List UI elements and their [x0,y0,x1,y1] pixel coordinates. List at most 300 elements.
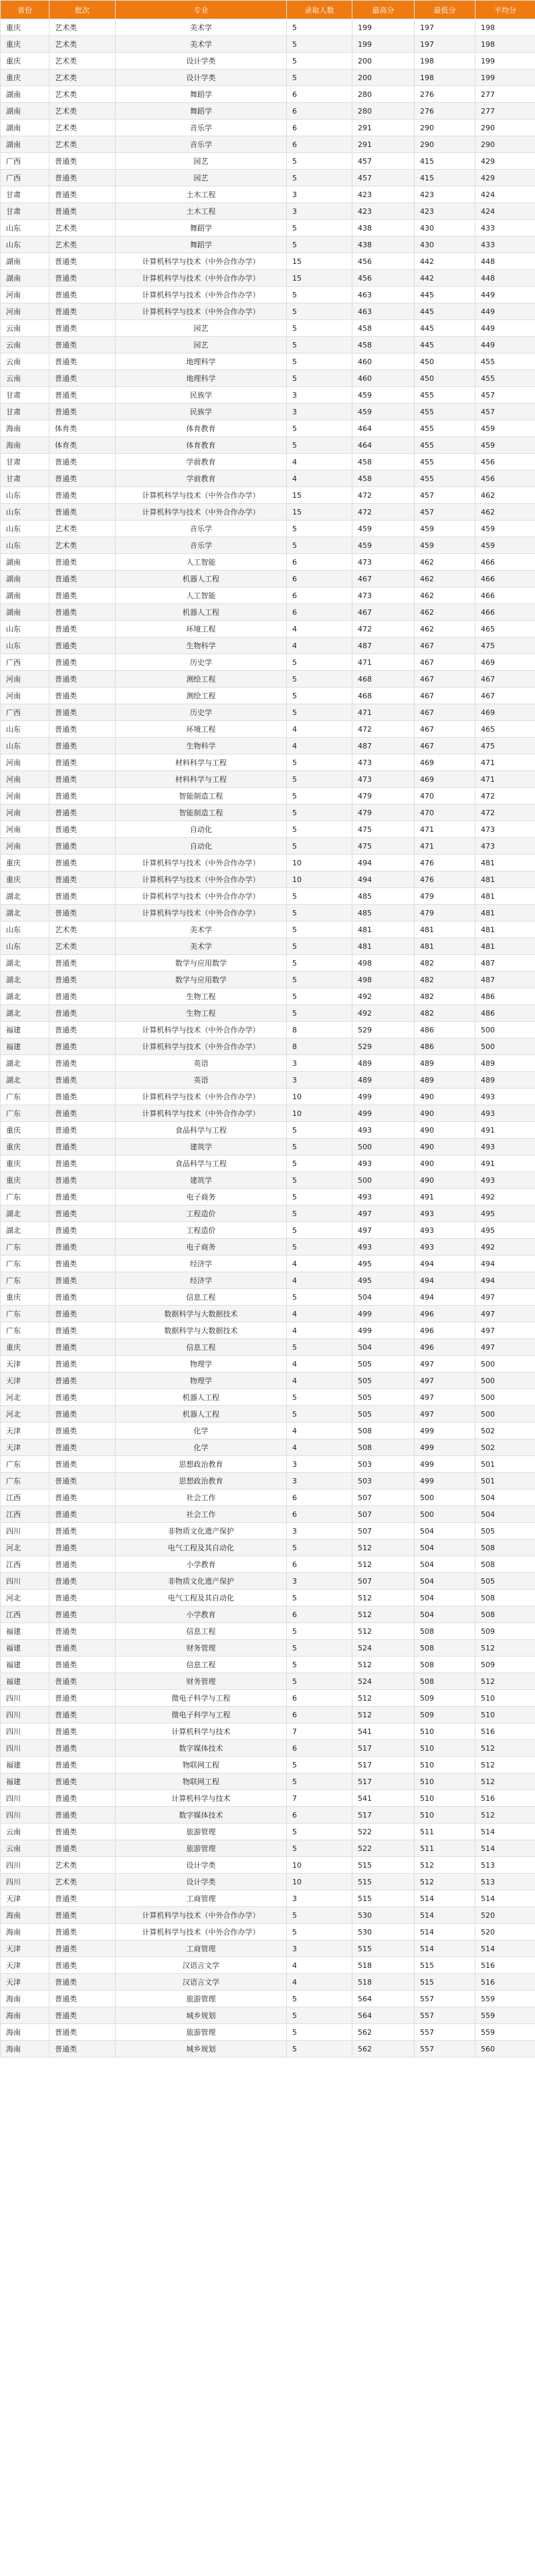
average-score-cell: 559 [475,2007,535,2024]
table-row [1,1222,535,1239]
batch-cell: 普通类 [49,1924,116,1941]
enrolled-count-cell: 3 [287,1456,352,1473]
enrolled-count-cell: 5 [287,1339,352,1356]
header-average-score: 平均分 [475,1,535,19]
enrolled-count-cell: 5 [287,2024,352,2041]
highest-score-cell: 485 [352,905,415,921]
major-cell: 材料科学与工程 [116,771,287,788]
lowest-score-cell: 476 [415,871,475,888]
table-row [1,1907,535,1924]
major-cell: 计算机科学与技术（中外合作办学） [116,287,287,303]
average-score-cell: 455 [475,353,535,370]
lowest-score-cell: 508 [415,1657,475,1673]
table-row [1,487,535,504]
lowest-score-cell: 510 [415,1740,475,1757]
highest-score-cell: 481 [352,921,415,938]
batch-cell: 普通类 [49,871,116,888]
enrolled-count-cell: 4 [287,1356,352,1373]
average-score-cell: 459 [475,521,535,537]
average-score-cell: 429 [475,153,535,170]
highest-score-cell: 500 [352,1139,415,1155]
major-cell: 历史学 [116,654,287,671]
enrolled-count-cell: 10 [287,1089,352,1105]
lowest-score-cell: 476 [415,855,475,871]
table-row [1,1991,535,2007]
average-score-cell: 520 [475,1924,535,1941]
enrolled-count-cell: 4 [287,1373,352,1389]
table-row [1,103,535,120]
enrolled-count-cell: 5 [287,821,352,838]
province-cell: 山东 [1,487,49,504]
batch-cell: 艺术类 [49,103,116,120]
province-cell: 河北 [1,1389,49,1406]
batch-cell: 普通类 [49,738,116,754]
average-score-cell: 456 [475,454,535,470]
province-cell: 江西 [1,1556,49,1573]
batch-cell: 艺术类 [49,86,116,103]
major-cell: 数字媒体技术 [116,1740,287,1757]
highest-score-cell: 493 [352,1122,415,1139]
average-score-cell: 424 [475,203,535,220]
table-row [1,537,535,554]
average-score-cell: 277 [475,86,535,103]
major-cell: 音乐学 [116,136,287,153]
enrolled-count-cell: 4 [287,1439,352,1456]
table-row [1,1055,535,1072]
batch-cell: 普通类 [49,1055,116,1072]
lowest-score-cell: 462 [415,621,475,637]
highest-score-cell: 505 [352,1373,415,1389]
table-row [1,2024,535,2041]
lowest-score-cell: 462 [415,604,475,621]
province-cell: 福建 [1,1038,49,1055]
highest-score-cell: 505 [352,1389,415,1406]
province-cell: 河南 [1,788,49,805]
major-cell: 舞蹈学 [116,86,287,103]
lowest-score-cell: 510 [415,1773,475,1790]
major-cell: 测绘工程 [116,688,287,704]
province-cell: 重庆 [1,36,49,53]
lowest-score-cell: 504 [415,1556,475,1573]
enrolled-count-cell: 5 [287,1239,352,1256]
lowest-score-cell: 497 [415,1406,475,1423]
lowest-score-cell: 415 [415,170,475,186]
enrolled-count-cell: 6 [287,103,352,120]
highest-score-cell: 508 [352,1439,415,1456]
table-row [1,1723,535,1740]
highest-score-cell: 493 [352,1239,415,1256]
header-lowest-score: 最低分 [415,1,475,19]
lowest-score-cell: 490 [415,1089,475,1105]
average-score-cell: 510 [475,1690,535,1707]
province-cell: 甘肃 [1,454,49,470]
major-cell: 旅游管理 [116,2024,287,2041]
batch-cell: 艺术类 [49,1857,116,1874]
enrolled-count-cell: 5 [287,153,352,170]
lowest-score-cell: 470 [415,805,475,821]
batch-cell: 普通类 [49,855,116,871]
lowest-score-cell: 496 [415,1322,475,1339]
average-score-cell: 505 [475,1523,535,1540]
highest-score-cell: 512 [352,1556,415,1573]
enrolled-count-cell: 4 [287,1256,352,1272]
lowest-score-cell: 497 [415,1356,475,1373]
average-score-cell: 497 [475,1306,535,1322]
average-score-cell: 481 [475,855,535,871]
batch-cell: 普通类 [49,1038,116,1055]
lowest-score-cell: 197 [415,19,475,36]
table-row [1,1556,535,1573]
lowest-score-cell: 467 [415,704,475,721]
highest-score-cell: 505 [352,1356,415,1373]
enrolled-count-cell: 8 [287,1022,352,1038]
batch-cell: 普通类 [49,621,116,637]
table-row [1,955,535,972]
province-cell: 广西 [1,704,49,721]
major-cell: 机器人工程 [116,604,287,621]
batch-cell: 普通类 [49,470,116,487]
highest-score-cell: 492 [352,988,415,1005]
lowest-score-cell: 459 [415,537,475,554]
highest-score-cell: 562 [352,2024,415,2041]
average-score-cell: 199 [475,53,535,69]
table-row [1,237,535,253]
major-cell: 学前教育 [116,470,287,487]
table-row [1,1623,535,1640]
province-cell: 山东 [1,721,49,738]
table-row [1,754,535,771]
table-row [1,921,535,938]
average-score-cell: 457 [475,387,535,404]
table-row [1,938,535,955]
batch-cell: 普通类 [49,1473,116,1489]
major-cell: 地理科学 [116,370,287,387]
major-cell: 思想政治教育 [116,1473,287,1489]
average-score-cell: 513 [475,1874,535,1890]
batch-cell: 普通类 [49,1189,116,1205]
table-row [1,1105,535,1122]
average-score-cell: 429 [475,170,535,186]
table-row [1,36,535,53]
lowest-score-cell: 512 [415,1874,475,1890]
enrolled-count-cell: 5 [287,1640,352,1657]
batch-cell: 普通类 [49,1356,116,1373]
batch-cell: 普通类 [49,1991,116,2007]
province-cell: 山东 [1,621,49,637]
table-row [1,1489,535,1506]
enrolled-count-cell: 6 [287,1740,352,1757]
major-cell: 设计学类 [116,1857,287,1874]
lowest-score-cell: 493 [415,1239,475,1256]
province-cell: 山东 [1,220,49,237]
enrolled-count-cell: 4 [287,621,352,637]
major-cell: 化学 [116,1423,287,1439]
enrolled-count-cell: 5 [287,36,352,53]
highest-score-cell: 459 [352,521,415,537]
highest-score-cell: 517 [352,1740,415,1757]
lowest-score-cell: 512 [415,1857,475,1874]
province-cell: 广东 [1,1306,49,1322]
table-row [1,1540,535,1556]
batch-cell: 普通类 [49,1974,116,1991]
lowest-score-cell: 511 [415,1840,475,1857]
province-cell: 海南 [1,420,49,437]
highest-score-cell: 498 [352,972,415,988]
table-row [1,604,535,621]
enrolled-count-cell: 5 [287,838,352,855]
province-cell: 河南 [1,771,49,788]
lowest-score-cell: 467 [415,637,475,654]
batch-cell: 普通类 [49,454,116,470]
average-score-cell: 513 [475,1857,535,1874]
highest-score-cell: 280 [352,103,415,120]
lowest-score-cell: 511 [415,1824,475,1840]
batch-cell: 普通类 [49,287,116,303]
average-score-cell: 449 [475,287,535,303]
highest-score-cell: 471 [352,654,415,671]
lowest-score-cell: 497 [415,1373,475,1389]
table-row [1,621,535,637]
table-row [1,671,535,688]
major-cell: 英语 [116,1055,287,1072]
highest-score-cell: 564 [352,2007,415,2024]
highest-score-cell: 512 [352,1540,415,1556]
batch-cell: 普通类 [49,688,116,704]
batch-cell: 艺术类 [49,19,116,36]
enrolled-count-cell: 5 [287,353,352,370]
average-score-cell: 500 [475,1038,535,1055]
highest-score-cell: 512 [352,1590,415,1606]
province-cell: 江西 [1,1489,49,1506]
table-row [1,1439,535,1456]
enrolled-count-cell: 5 [287,370,352,387]
table-row [1,1590,535,1606]
table-row [1,337,535,353]
average-score-cell: 462 [475,487,535,504]
province-cell: 河南 [1,821,49,838]
average-score-cell: 500 [475,1373,535,1389]
province-cell: 海南 [1,1907,49,1924]
major-cell: 化学 [116,1439,287,1456]
average-score-cell: 493 [475,1139,535,1155]
average-score-cell: 449 [475,320,535,337]
enrolled-count-cell: 5 [287,337,352,353]
enrolled-count-cell: 4 [287,721,352,738]
average-score-cell: 487 [475,972,535,988]
batch-cell: 艺术类 [49,1874,116,1890]
average-score-cell: 512 [475,1757,535,1773]
major-cell: 数据科学与大数据技术 [116,1322,287,1339]
enrolled-count-cell: 3 [287,404,352,420]
batch-cell: 普通类 [49,404,116,420]
enrolled-count-cell: 6 [287,554,352,571]
table-row [1,370,535,387]
province-cell: 天津 [1,1439,49,1456]
province-cell: 广东 [1,1322,49,1339]
batch-cell: 普通类 [49,1155,116,1172]
province-cell: 四川 [1,1573,49,1590]
average-score-cell: 500 [475,1356,535,1373]
table-row [1,2041,535,2057]
lowest-score-cell: 467 [415,721,475,738]
major-cell: 社会工作 [116,1506,287,1523]
batch-cell: 艺术类 [49,938,116,955]
table-row [1,1740,535,1757]
average-score-cell: 500 [475,1406,535,1423]
table-row [1,186,535,203]
province-cell: 甘肃 [1,186,49,203]
lowest-score-cell: 500 [415,1506,475,1523]
table-row [1,1807,535,1824]
province-cell: 天津 [1,1890,49,1907]
average-score-cell: 465 [475,721,535,738]
lowest-score-cell: 415 [415,153,475,170]
major-cell: 英语 [116,1072,287,1089]
batch-cell: 普通类 [49,704,116,721]
enrolled-count-cell: 5 [287,237,352,253]
major-cell: 生物科学 [116,637,287,654]
average-score-cell: 473 [475,821,535,838]
enrolled-count-cell: 5 [287,1673,352,1690]
highest-score-cell: 485 [352,888,415,905]
highest-score-cell: 497 [352,1222,415,1239]
lowest-score-cell: 290 [415,120,475,136]
enrolled-count-cell: 3 [287,1573,352,1590]
batch-cell: 普通类 [49,1556,116,1573]
lowest-score-cell: 442 [415,253,475,270]
province-cell: 天津 [1,1974,49,1991]
major-cell: 人工智能 [116,587,287,604]
batch-cell: 艺术类 [49,53,116,69]
average-score-cell: 459 [475,537,535,554]
province-cell: 四川 [1,1523,49,1540]
enrolled-count-cell: 5 [287,1155,352,1172]
lowest-score-cell: 198 [415,69,475,86]
major-cell: 物理学 [116,1356,287,1373]
lowest-score-cell: 467 [415,738,475,754]
average-score-cell: 512 [475,1673,535,1690]
province-cell: 重庆 [1,1122,49,1139]
enrolled-count-cell: 6 [287,136,352,153]
highest-score-cell: 499 [352,1322,415,1339]
batch-cell: 普通类 [49,320,116,337]
lowest-score-cell: 457 [415,504,475,521]
lowest-score-cell: 445 [415,337,475,353]
average-score-cell: 489 [475,1072,535,1089]
average-score-cell: 472 [475,788,535,805]
lowest-score-cell: 276 [415,86,475,103]
lowest-score-cell: 510 [415,1790,475,1807]
province-cell: 河南 [1,688,49,704]
major-cell: 智能制造工程 [116,788,287,805]
table-row [1,1272,535,1289]
highest-score-cell: 472 [352,487,415,504]
lowest-score-cell: 514 [415,1924,475,1941]
province-cell: 海南 [1,437,49,454]
batch-cell: 普通类 [49,955,116,972]
province-cell: 湖北 [1,1222,49,1239]
average-score-cell: 493 [475,1105,535,1122]
province-cell: 河南 [1,671,49,688]
table-row [1,821,535,838]
lowest-score-cell: 510 [415,1723,475,1740]
table-row [1,1022,535,1038]
highest-score-cell: 512 [352,1690,415,1707]
table-row [1,871,535,888]
average-score-cell: 508 [475,1540,535,1556]
average-score-cell: 500 [475,1022,535,1038]
enrolled-count-cell: 5 [287,771,352,788]
batch-cell: 普通类 [49,1322,116,1339]
province-cell: 甘肃 [1,404,49,420]
enrolled-count-cell: 5 [287,1005,352,1022]
lowest-score-cell: 481 [415,938,475,955]
major-cell: 数据科学与大数据技术 [116,1306,287,1322]
major-cell: 计算机科学与技术 [116,1790,287,1807]
major-cell: 生物科学 [116,738,287,754]
table-row [1,1289,535,1306]
province-cell: 湖南 [1,103,49,120]
province-cell: 福建 [1,1022,49,1038]
table-row [1,404,535,420]
lowest-score-cell: 499 [415,1423,475,1439]
major-cell: 财务管理 [116,1640,287,1657]
enrolled-count-cell: 5 [287,170,352,186]
average-score-cell: 459 [475,420,535,437]
average-score-cell: 509 [475,1623,535,1640]
lowest-score-cell: 471 [415,821,475,838]
highest-score-cell: 199 [352,19,415,36]
average-score-cell: 467 [475,688,535,704]
province-cell: 广西 [1,153,49,170]
average-score-cell: 516 [475,1723,535,1740]
major-cell: 计算机科学与技术（中外合作办学） [116,303,287,320]
average-score-cell: 510 [475,1707,535,1723]
average-score-cell: 290 [475,120,535,136]
enrolled-count-cell: 6 [287,1556,352,1573]
average-score-cell: 495 [475,1205,535,1222]
major-cell: 汉语言文学 [116,1974,287,1991]
batch-cell: 普通类 [49,1840,116,1857]
enrolled-count-cell: 3 [287,1890,352,1907]
batch-cell: 普通类 [49,1172,116,1189]
major-cell: 自动化 [116,821,287,838]
lowest-score-cell: 493 [415,1222,475,1239]
highest-score-cell: 472 [352,504,415,521]
lowest-score-cell: 494 [415,1272,475,1289]
major-cell: 工商管理 [116,1890,287,1907]
major-cell: 计算机科学与技术（中外合作办学） [116,487,287,504]
major-cell: 工程造价 [116,1222,287,1239]
major-cell: 建筑学 [116,1139,287,1155]
lowest-score-cell: 514 [415,1890,475,1907]
average-score-cell: 424 [475,186,535,203]
highest-score-cell: 529 [352,1038,415,1055]
enrolled-count-cell: 5 [287,521,352,537]
average-score-cell: 457 [475,404,535,420]
highest-score-cell: 475 [352,838,415,855]
highest-score-cell: 517 [352,1757,415,1773]
province-cell: 广西 [1,170,49,186]
province-cell: 山东 [1,738,49,754]
batch-cell: 艺术类 [49,521,116,537]
province-cell: 甘肃 [1,203,49,220]
province-cell: 重庆 [1,1289,49,1306]
major-cell: 民族学 [116,387,287,404]
enrolled-count-cell: 3 [287,1523,352,1540]
major-cell: 物联网工程 [116,1773,287,1790]
batch-cell: 普通类 [49,1289,116,1306]
